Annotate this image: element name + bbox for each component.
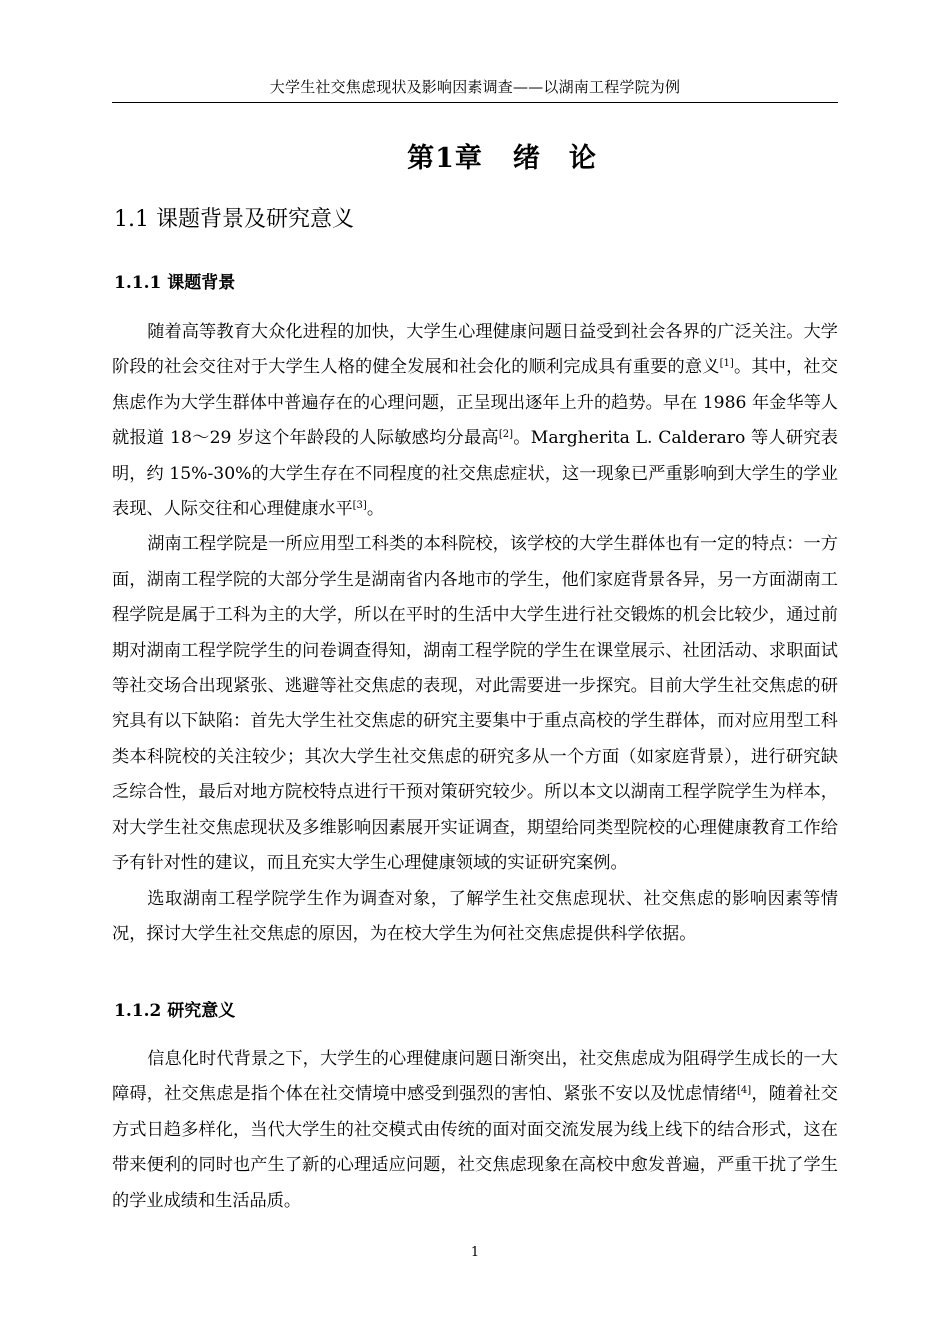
paragraph-text: 信息化时代背景之下，大学生的心理健康问题日渐突出，社交焦虑成为阻碍学生成长的一大障碍，社交焦虑是指个体在社交情境中感受到强烈的害怕、紧张不安以及忧虑情绪 — [112, 1049, 838, 1105]
subsection-title-1-1-2: 1.1.2 研究意义 — [114, 1001, 236, 1021]
subsection-title-1-1-1: 1.1.1 课题背景 — [114, 273, 236, 293]
body-block-significance — [112, 1042, 838, 1219]
body-block-background — [112, 315, 838, 952]
chapter-title — [112, 140, 892, 178]
paragraph-text: 。 — [366, 499, 385, 520]
section-title-1-1: 1.1 课题背景及研究意义 — [114, 207, 354, 232]
citation-4: [4] — [737, 1085, 752, 1097]
running-header: 大学生社交焦虑现状及影响因素调查——以湖南工程学院为例 — [269, 78, 681, 96]
paragraph-background-3: 选取湖南工程学院学生作为调查对象，了解学生社交焦虑现状、社交焦虑的影响因素等情况，探讨大学生社交焦虑的原因，为在校大学生为何社交焦虑提供科学依据。 — [112, 888, 838, 944]
paragraph-text: 。Margherita L. Calderaro 等人研究表明，约 15%-30%的大学生存在不同程度的社交焦虑症状，这一现象已严重影响到大学生的学业表现、人际交往和心理健康水平 — [112, 428, 838, 520]
paragraph-significance-1 — [112, 1042, 838, 1219]
citation-2: [2] — [498, 429, 514, 441]
paragraph-text: 。其中，社交焦虑作为大学生群体中普遍存在的心理问题，正呈现出逐年上升的趋势。早在 1986 年金华等人就报道 18～29 岁这个年龄段的人际敏感均分最高 — [112, 357, 838, 449]
citation-3: [3] — [352, 500, 367, 512]
chapter-name: 绪 论 — [512, 143, 597, 174]
page-number: 1 — [470, 1245, 480, 1260]
paragraph-text: ，随着社交方式日趋多样化，当代大学生的社交模式由传统的面对面交流发展为线上线下的结合形式，这在带来便利的同时也产生了新的心理适应问题，社交焦虑现象在高校中愈发普遍，严重干扰了学生的学业成绩和生活品质。 — [112, 1084, 838, 1211]
chapter-label: 第1章 — [407, 143, 483, 174]
header-rule — [112, 102, 838, 103]
citation-1: [1] — [719, 358, 734, 370]
paragraph-background-1 — [112, 315, 838, 527]
paragraph-text: 随着高等教育大众化进程的加快，大学生心理健康问题日益受到社会各界的广泛关注。大学阶段的社会交往对于大学生人格的健全发展和社会化的顺利完成具有重要的意义 — [112, 322, 838, 378]
paragraph-background-2: 湖南工程学院是一所应用型工科类的本科院校，该学校的大学生群体也有一定的特点：一方面，湖南工程学院的大部分学生是湖南省内各地市的学生，他们家庭背景各异，另一方面湖南工程学院是属于工科为主的大学，所以在平时的生活中大学生进行社交锻炼的机会比较少，通过前期对湖南工程学院学生的问卷调查得知，湖南工程学院的学生在课堂展示、社团活动、求职面试等社交场合出现紧张、逃避等社交焦虑的表现，对此需要进一步探究。目前大学生社交焦虑的研究具有以下缺陷：首先大学生社交焦虑的研究主要集中于重点高校的学生群体，而对应用型工科类本科院校的关注较少；其次大学生社交焦虑的研究多从一个方面（如家庭背景），进行研究缺乏综合性，最后对地方院校特点进行干预对策研究较少。所以本文以湖南工程学院学生为样本，对大学生社交焦虑现状及多维影响因素展开实证调查，期望给同类型院校的心理健康教育工作给予有针对性的建议，而且充实大学生心理健康领域的实证研究案例。 — [112, 534, 838, 874]
